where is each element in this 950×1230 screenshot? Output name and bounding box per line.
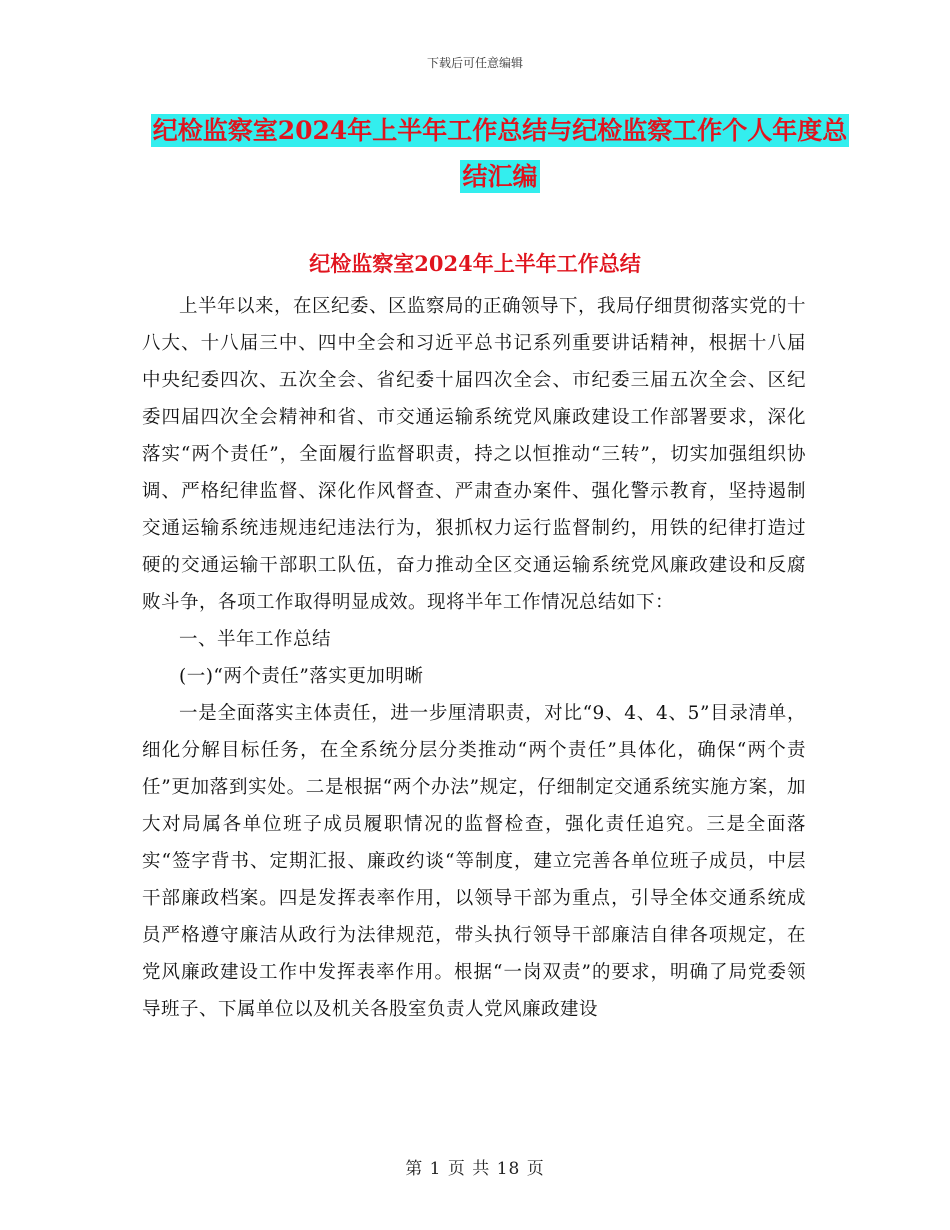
section-title: 纪检监察室2024年上半年工作总结 xyxy=(309,251,641,276)
header-note: 下载后可任意编辑 xyxy=(426,56,523,70)
subsection-heading: (一)“两个责任”落实更加明晰 xyxy=(179,666,424,687)
body-paragraph: 上半年以来，在区纪委、区监察局的正确领导下，我局仔细贯彻落实党的十八大、十八届三中、四中全会和习近平总书记系列重要讲话精神，根据十八届中央纪委四次、五次全会、省纪委十届四次全会、市纪委三届五次全会、区纪委四届四次全会精神和省、市交通运输系统党风廉政建设工作部署要求，深化落实“两个责任”，全面履行监督职责，持之以恒推动“三转”，切实加强组织协调、严格纪律监督、深化作风督查、严肃查办案件、强化警示教育，坚持遏制交通运输系统违规违纪违法行为，狠抓权力运行监督制约，用铁的纪律打造过硬的交通运输干部职工队伍，奋力推动全区交通运输系统党风廉政建设和反腐败斗争，各项工作取得明显成效。现将半年工作情况总结如下： xyxy=(142,296,807,613)
section-heading: 一、半年工作总结 xyxy=(179,629,332,650)
document-body xyxy=(142,288,806,1028)
page-number: 第 1 页 共 18 页 xyxy=(405,1159,545,1179)
body-paragraph: 一是全面落实主体责任，进一步厘清职责，对比“9、4、4、5”目录清单，细化分解目标任务，在全系统分层分类推动“两个责任”具体化，确保“两个责任”更加落到实处。二是根据“两个办法”规定，仔细制定交通系统实施方案，加大对局属各单位班子成员履职情况的监督检查，强化责任追究。三是全面落实“签字背书、定期汇报、廉政约谈“等制度，建立完善各单位班子成员，中层干部廉政档案。四是发挥表率作用，以领导干部为重点，引导全体交通系统成员严格遵守廉洁从政行为法律规范，带头执行领导干部廉洁自律各项规定，在党风廉政建设工作中发挥表率作用。根据“一岗双责”的要求，明确了局党委领导班子、下属单位以及机关各股室负责人党风廉政建设 xyxy=(142,703,806,1020)
document-title-text: 纪检监察室2024年上半年工作总结与纪检监察工作个人年度总结汇编 xyxy=(152,116,848,191)
document-title xyxy=(140,108,860,200)
